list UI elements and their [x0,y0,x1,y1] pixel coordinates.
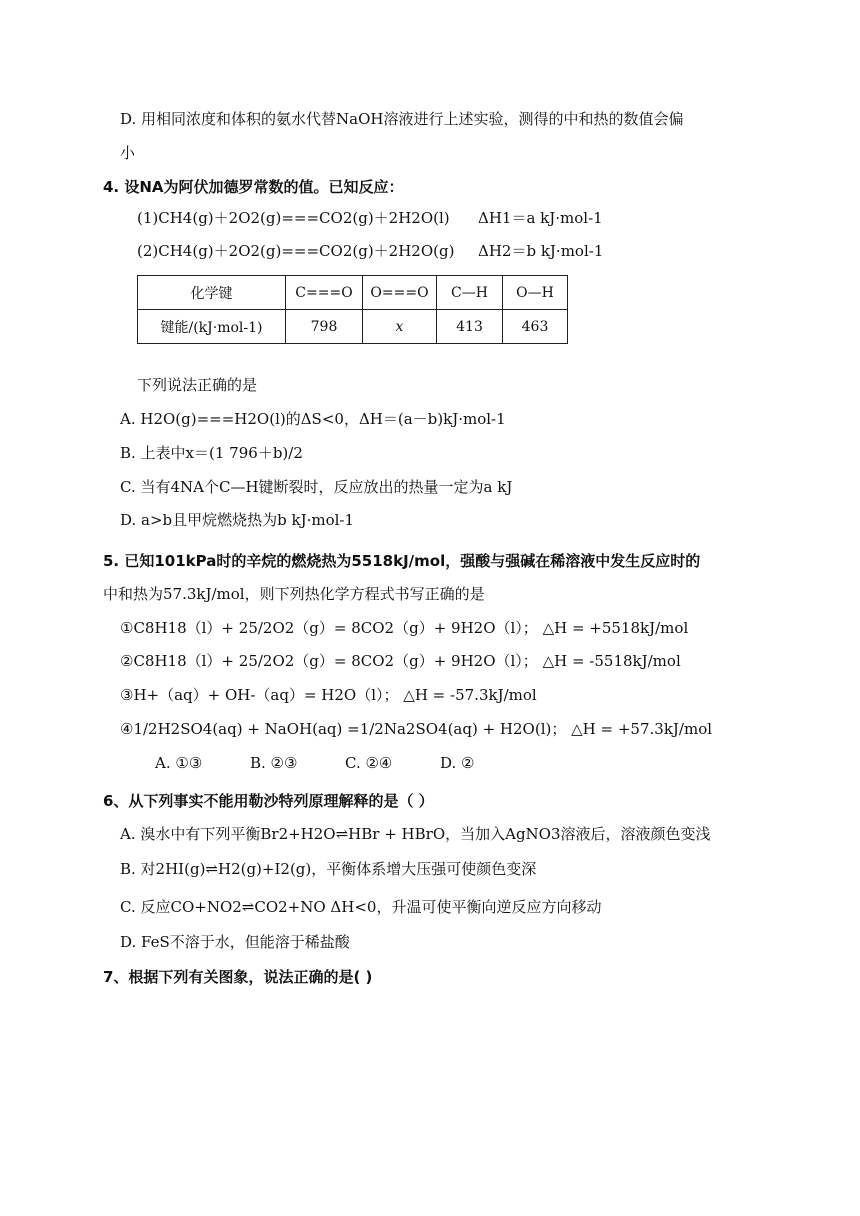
q6-option-c: C. 反应CO+NO2⇌CO2+NO ΔH<0，升温可使平衡向逆反应方向移动 [120,898,602,916]
q4-reaction-2: (2)CH4(g)＋2O2(g)===CO2(g)＋2H2O(g) [137,242,455,260]
q4-option-b: B. 上表中x＝(1 796＋b)/2 [120,444,303,462]
table-header-c-h: C—H [437,276,503,310]
bond-energy-table [137,275,568,344]
table-header-bond: 化学键 [138,276,286,310]
q3-option-d-continuation: 小 [120,144,136,162]
q4-option-c: C. 当有4NA个C—H键断裂时，反应放出的热量一定为a kJ [120,478,513,496]
q5-choice-c: C. ②④ [345,754,393,772]
q6-option-a: A. 溴水中有下列平衡Br2+H2O⇌HBr + HBrO，当加入AgNO3溶液后，溶液颜色变浅 [120,825,711,843]
q5-equation-2: ②C8H18（l）+ 25/2O2（g）= 8CO2（g）+ 9H2O（l）； △H = -5518kJ/mol [120,652,681,670]
table-row [138,310,568,344]
q3-option-d: D. 用相同浓度和体积的氨水代替NaOH溶液进行上述实验，测得的中和热的数值会偏 [120,110,684,128]
q4-prompt: 下列说法正确的是 [137,376,258,394]
q4-dh-1: ΔH1＝a kJ·mol-1 [478,209,603,227]
q4-stem: 4. 设NA为阿伏加德罗常数的值。已知反应： [103,178,404,196]
q5-choice-a: A. ①③ [155,754,203,772]
table-header-c-o: C===O [286,276,363,310]
q5-equation-1: ①C8H18（l）+ 25/2O2（g）= 8CO2（g）+ 9H2O（l）； △H = +5518kJ/mol [120,619,689,637]
table-row-label: 键能/(kJ·mol-1) [138,310,286,344]
q6-option-d: D. FeS不溶于水，但能溶于稀盐酸 [120,933,350,951]
table-cell-c-o: 798 [286,310,363,344]
table-cell-c-h: 413 [437,310,503,344]
q4-option-d: D. a>b且甲烷燃烧热为b kJ·mol-1 [120,511,355,529]
q4-option-a: A. H2O(g)===H2O(l)的ΔS<0，ΔH＝(a－b)kJ·mol-1 [120,410,506,428]
table-header-o-h: O—H [503,276,568,310]
q4-reaction-1: (1)CH4(g)＋2O2(g)===CO2(g)＋2H2O(l) [137,209,450,227]
table-cell-o-h: 463 [503,310,568,344]
table-cell-o-o: x [363,310,437,344]
q7-stem: 7、根据下列有关图象，说法正确的是( ) [103,968,373,986]
q5-choice-d: D. ② [440,754,475,772]
q5-equation-3: ③H+（aq）+ OH-（aq）= H2O（l）； △H = -57.3kJ/mol [120,686,537,704]
q5-stem-line-1: 5. 已知101kPa时的辛烷的燃烧热为5518kJ/mol，强酸与强碱在稀溶液中发生反应时的 [103,552,701,570]
q6-stem: 6、从下列事实不能用勒沙特列原理解释的是（ ） [103,792,434,810]
table-header-row [138,276,568,310]
q6-option-b: B. 对2HI(g)⇌H2(g)+I2(g)，平衡体系增大压强可使颜色变深 [120,860,537,878]
table-header-o-o: O===O [363,276,437,310]
q5-choice-b: B. ②③ [250,754,298,772]
q5-stem-line-2: 中和热为57.3kJ/mol，则下列热化学方程式书写正确的是 [103,585,485,603]
q4-dh-2: ΔH2＝b kJ·mol-1 [478,242,604,260]
q5-equation-4: ④1/2H2SO4(aq) + NaOH(aq) =1/2Na2SO4(aq) + H2O(l)； △H = +57.3kJ/mol [120,720,713,738]
